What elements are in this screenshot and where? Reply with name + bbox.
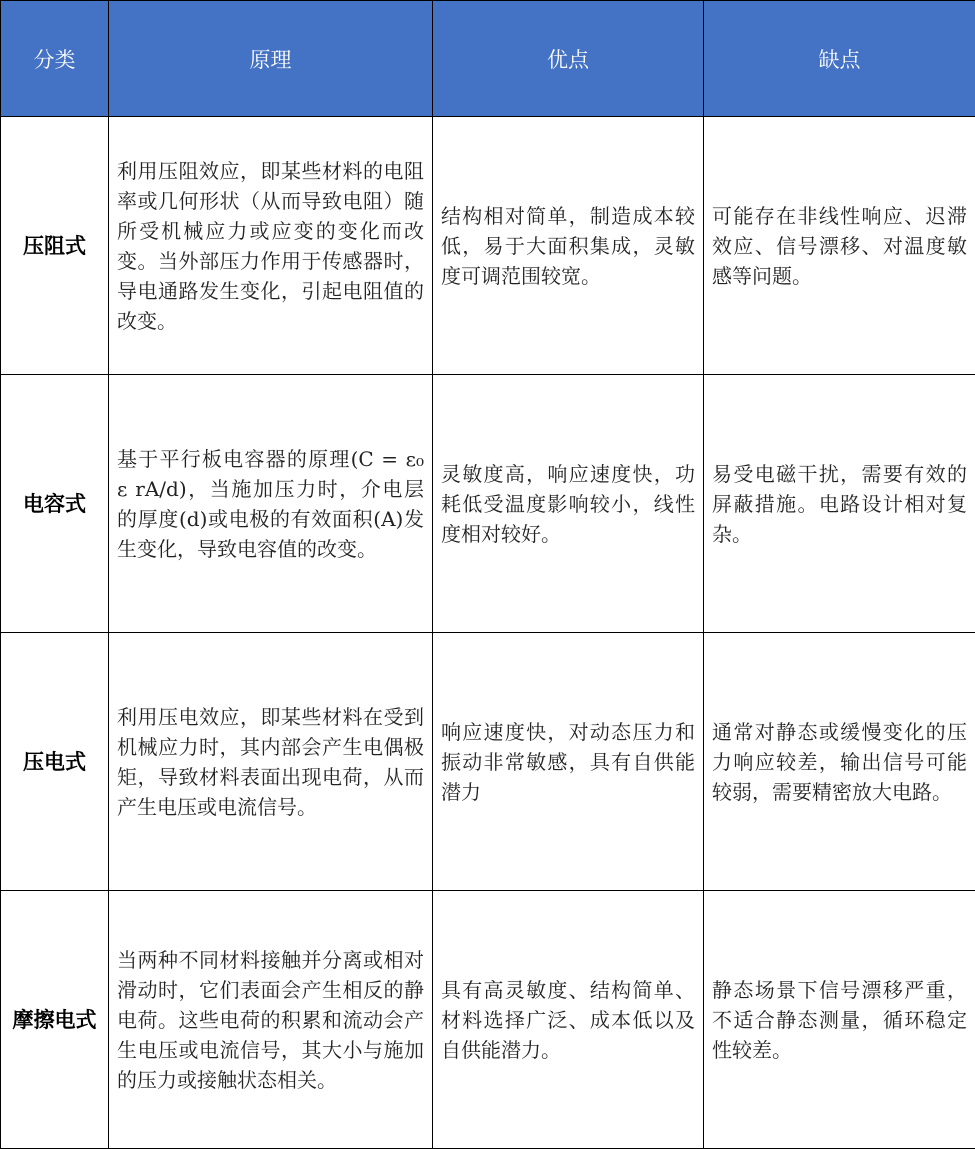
advantages-cell: 灵敏度高，响应速度快，功耗低受温度影响较小，线性度相对较好。 xyxy=(433,375,704,633)
principle-cell: 当两种不同材料接触并分离或相对滑动时，它们表面会产生相反的静电荷。这些电荷的积累和流动会产生电压或电流信号，其大小与施加的压力或接触状态相关。 xyxy=(109,891,433,1149)
table-row xyxy=(1,117,975,375)
category-cell: 摩擦电式 xyxy=(1,891,109,1149)
disadvantages-cell: 可能存在非线性响应、迟滞效应、信号漂移、对温度敏感等问题。 xyxy=(704,117,975,375)
header-row xyxy=(1,1,975,117)
header-disadvantages: 缺点 xyxy=(704,1,975,117)
table-row xyxy=(1,375,975,633)
category-cell: 压阻式 xyxy=(1,117,109,375)
table-row xyxy=(1,633,975,891)
advantages-cell: 结构相对简单，制造成本较低，易于大面积集成，灵敏度可调范围较宽。 xyxy=(433,117,704,375)
principle-cell: 基于平行板电容器的原理(C = ε₀ ε rA/d)，当施加压力时，介电层的厚度(d)或电极的有效面积(A)发生变化，导致电容值的改变。 xyxy=(109,375,433,633)
disadvantages-cell: 通常对静态或缓慢变化的压力响应较差，输出信号可能较弱，需要精密放大电路。 xyxy=(704,633,975,891)
principle-cell: 利用压阻效应，即某些材料的电阻率或几何形状（从而导致电阻）随所受机械应力或应变的变化而改变。当外部压力作用于传感器时，导电通路发生变化，引起电阻值的改变。 xyxy=(109,117,433,375)
disadvantages-cell: 易受电磁干扰，需要有效的屏蔽措施。电路设计相对复杂。 xyxy=(704,375,975,633)
table-row xyxy=(1,891,975,1149)
disadvantages-cell: 静态场景下信号漂移严重，不适合静态测量，循环稳定性较差。 xyxy=(704,891,975,1149)
header-advantages: 优点 xyxy=(433,1,704,117)
advantages-cell: 具有高灵敏度、结构简单、材料选择广泛、成本低以及自供能潜力。 xyxy=(433,891,704,1149)
category-cell: 压电式 xyxy=(1,633,109,891)
header-category: 分类 xyxy=(1,1,109,117)
category-cell: 电容式 xyxy=(1,375,109,633)
advantages-cell: 响应速度快，对动态压力和振动非常敏感，具有自供能潜力 xyxy=(433,633,704,891)
principle-cell: 利用压电效应，即某些材料在受到机械应力时，其内部会产生电偶极矩，导致材料表面出现电荷，从而产生电压或电流信号。 xyxy=(109,633,433,891)
header-principle: 原理 xyxy=(109,1,433,117)
